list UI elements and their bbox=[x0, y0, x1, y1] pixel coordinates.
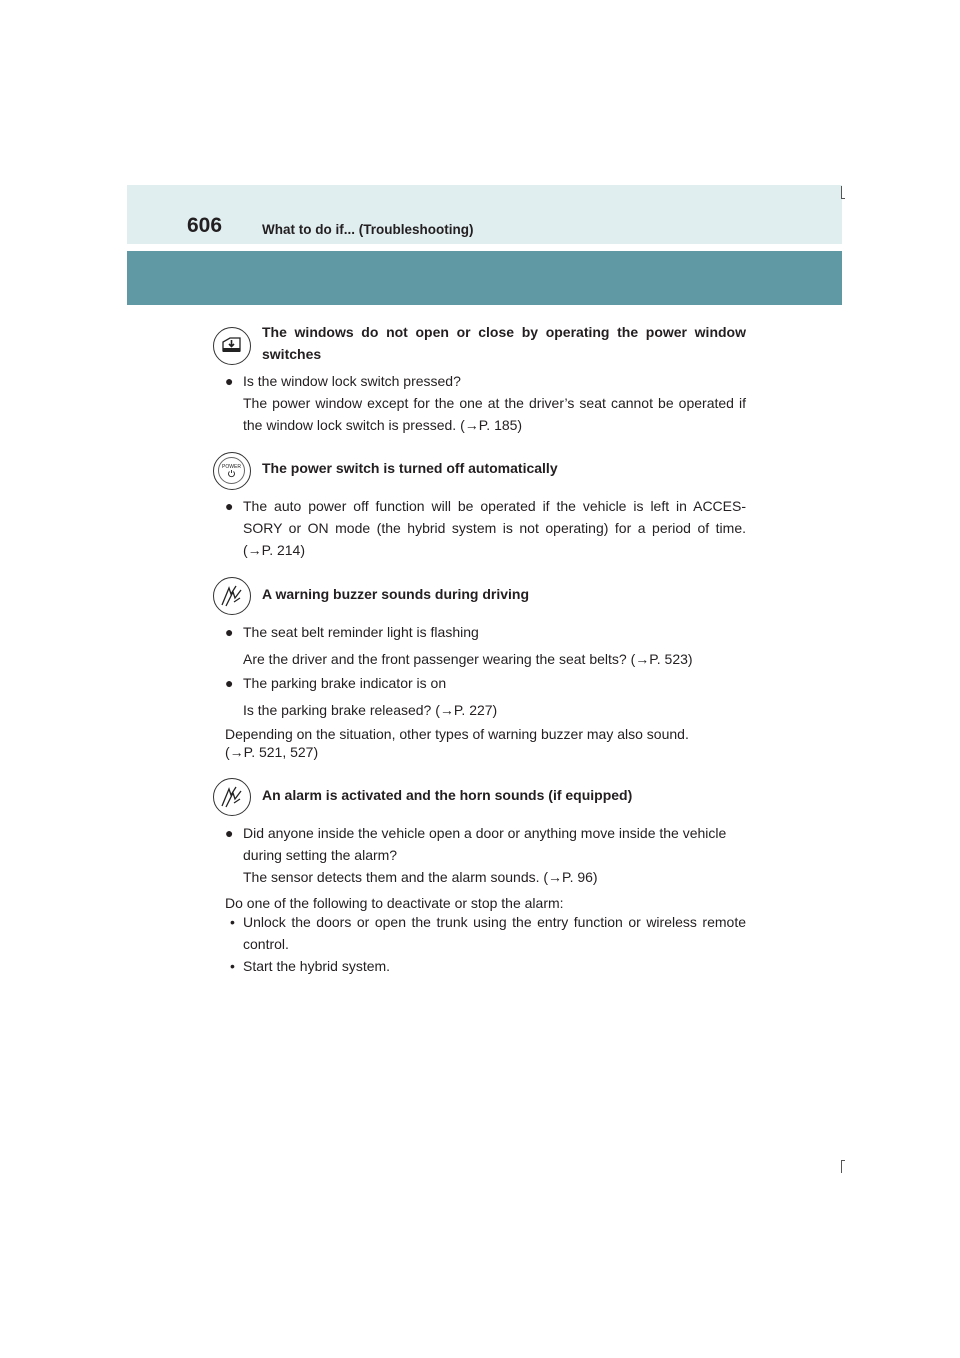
svg-text:POWER: POWER bbox=[222, 464, 241, 470]
section-heading: The power switch is turned off automatically bbox=[262, 460, 558, 476]
bullet-line: The auto power off function will be operated if the vehicle is left in ACCES- bbox=[243, 498, 746, 514]
bullet-glyph: ● bbox=[225, 373, 234, 389]
power-button-icon bbox=[213, 452, 251, 490]
sub-item: Unlock the doors or open the trunk using the entry function or wireless remote control. bbox=[243, 914, 746, 952]
chapter-title: What to do if... (Troubleshooting) bbox=[262, 222, 474, 237]
note-text: Depending on the situation, other types of warning buzzer may also sound. bbox=[225, 726, 689, 742]
bullet-answer: The sensor detects them and the alarm sounds. (→P. 96) bbox=[243, 869, 598, 885]
sub-bullet-glyph: • bbox=[230, 958, 235, 974]
bullet-answer: Is the parking brake released? (→P. 227) bbox=[243, 702, 498, 718]
warning-sound-icon bbox=[213, 577, 251, 615]
page-number: 606 bbox=[187, 214, 223, 237]
bullet-glyph: ● bbox=[225, 675, 234, 691]
bullet-question: The parking brake indicator is on bbox=[243, 675, 447, 691]
sub-bullet-glyph: • bbox=[230, 914, 235, 930]
header-band bbox=[127, 185, 842, 244]
section-heading: A warning buzzer sounds during driving bbox=[262, 586, 530, 602]
bullet-glyph: ● bbox=[225, 825, 234, 841]
sub-item: Start the hybrid system. bbox=[243, 958, 391, 974]
power-window-icon bbox=[213, 327, 251, 365]
note-text: (→P. 521, 527) bbox=[225, 744, 319, 760]
note-text: Do one of the following to deactivate or stop the alarm: bbox=[225, 895, 564, 911]
bullet-line: (→P. 214) bbox=[243, 542, 305, 558]
section-heading: An alarm is activated and the horn sounds (if equipped) bbox=[262, 787, 633, 803]
bullet-glyph: ● bbox=[225, 498, 234, 514]
crop-mark bbox=[841, 198, 845, 199]
bullet-answer: The power window except for the one at the driver’s seat cannot be operated if the window lock switch is pressed. (→P. 185) bbox=[243, 395, 746, 433]
section-band bbox=[127, 251, 842, 305]
bullet-answer: Are the driver and the front passenger wearing the seat belts? (→P. 523) bbox=[243, 651, 693, 667]
section-heading: The windows do not open or close by operating the power window switches bbox=[262, 324, 746, 362]
bullet-question: Did anyone inside the vehicle open a door or anything move inside the vehicle during setting the alarm? bbox=[243, 825, 727, 863]
bullet-glyph: ● bbox=[225, 624, 234, 640]
crop-mark bbox=[841, 1160, 842, 1173]
crop-mark bbox=[841, 1160, 845, 1161]
bullet-question: The seat belt reminder light is flashing bbox=[243, 624, 479, 640]
alarm-sound-icon bbox=[213, 778, 251, 816]
bullet-question: Is the window lock switch pressed? bbox=[243, 373, 461, 389]
bullet-line: SORY or ON mode (the hybrid system is not operating) for a period of time. bbox=[243, 520, 746, 536]
